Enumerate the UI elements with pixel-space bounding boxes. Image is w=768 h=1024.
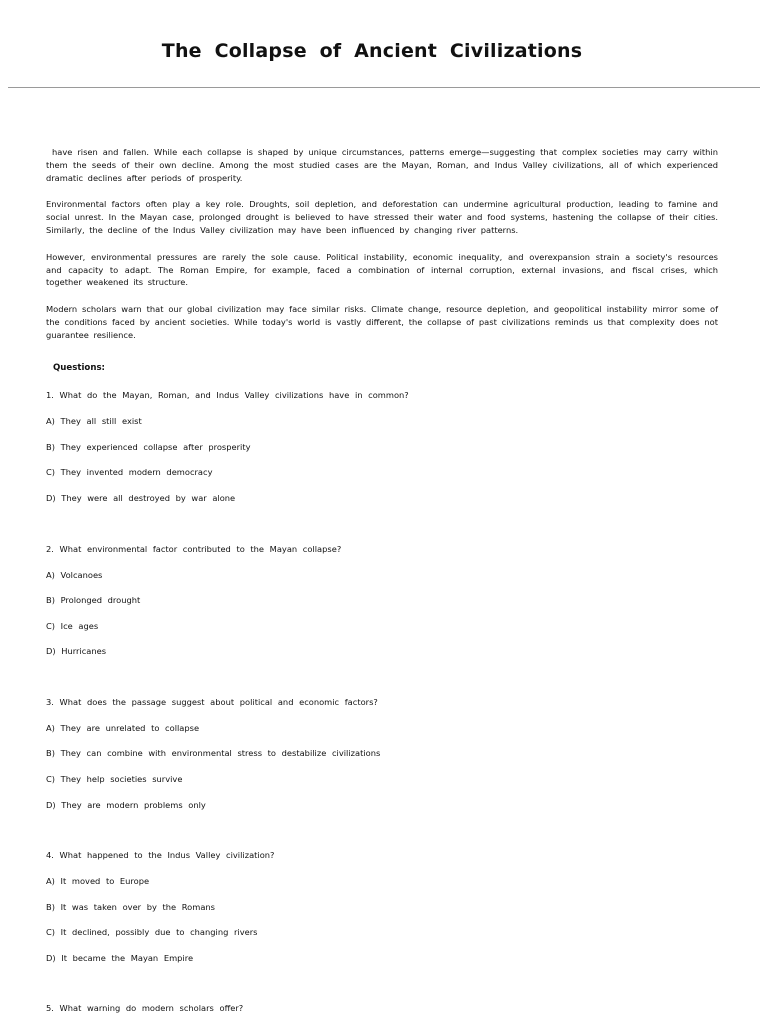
- answer-option: D) They were all destroyed by war alone: [46, 493, 236, 503]
- answer-option: A) They are unrelated to collapse: [46, 723, 200, 733]
- answer-option: C) It declined, possibly due to changing rivers: [46, 927, 258, 937]
- title-divider: [8, 87, 760, 88]
- question-prompt: 2. What environmental factor contributed to the Mayan collapse?: [46, 544, 342, 554]
- page-title: The Collapse of Ancient Civilizations: [161, 40, 583, 62]
- question-prompt: 3. What does the passage suggest about political and economic factors?: [46, 697, 378, 707]
- answer-option: D) It became the Mayan Empire: [46, 953, 194, 963]
- answer-option: B) It was taken over by the Romans: [46, 902, 216, 912]
- answer-option: C) They help societies survive: [46, 774, 183, 784]
- passage-paragraph: have risen and fallen. While each collapse is shaped by unique circumstances, patterns emerge—suggesting that complex societies may carry within them the seeds of their own decline. Among the most studied cases are the Mayan, Roman, and Indus Valley civilizations, all of which experienced dramatic declines after periods of prosperity.: [46, 147, 718, 183]
- question-prompt: 5. What warning do modern scholars offer?: [46, 1003, 244, 1013]
- question-prompt: 1. What do the Mayan, Roman, and Indus Valley civilizations have in common?: [46, 390, 409, 400]
- questions-heading: Questions:: [53, 363, 105, 373]
- question-prompt: 4. What happened to the Indus Valley civilization?: [46, 850, 275, 860]
- answer-option: D) Hurricanes: [46, 646, 107, 656]
- reading-passage: [46, 146, 718, 356]
- answer-option: B) They can combine with environmental stress to destabilize civilizations: [46, 748, 381, 758]
- answer-option: D) They are modern problems only: [46, 800, 206, 810]
- answer-option: C) They invented modern democracy: [46, 467, 213, 477]
- answer-option: C) Ice ages: [46, 621, 99, 631]
- passage-paragraph: However, environmental pressures are rarely the sole cause. Political instability, economic inequality, and overexpansion strain a society's resources and capacity to adapt. The Roman Empire, for example, faced a combination of internal corruption, external invasions, and fiscal crises, which together weakened its structure.: [46, 251, 718, 288]
- answer-option: B) Prolonged drought: [46, 595, 141, 605]
- answer-option: A) It moved to Europe: [46, 876, 150, 886]
- answer-option: A) They all still exist: [46, 416, 142, 426]
- passage-paragraph: Environmental factors often play a key role. Droughts, soil depletion, and deforestation can undermine agricultural production, leading to famine and social unrest. In the Mayan case, prolonged drought is believed to have stressed their water and food systems, hastening the collapse of their cities. Similarly, the decline of the Indus Valley civilization may have been influenced by changing river patterns.: [46, 199, 718, 235]
- passage-paragraph: Modern scholars warn that our global civilization may face similar risks. Climate change, resource depletion, and geopolitical instability mirror some of the conditions faced by ancient societies. While today's world is vastly different, the collapse of past civilizations reminds us that complexity does not guarantee resilience.: [46, 304, 718, 340]
- answer-option: B) They experienced collapse after prosperity: [46, 442, 251, 452]
- answer-option: A) Volcanoes: [46, 570, 103, 580]
